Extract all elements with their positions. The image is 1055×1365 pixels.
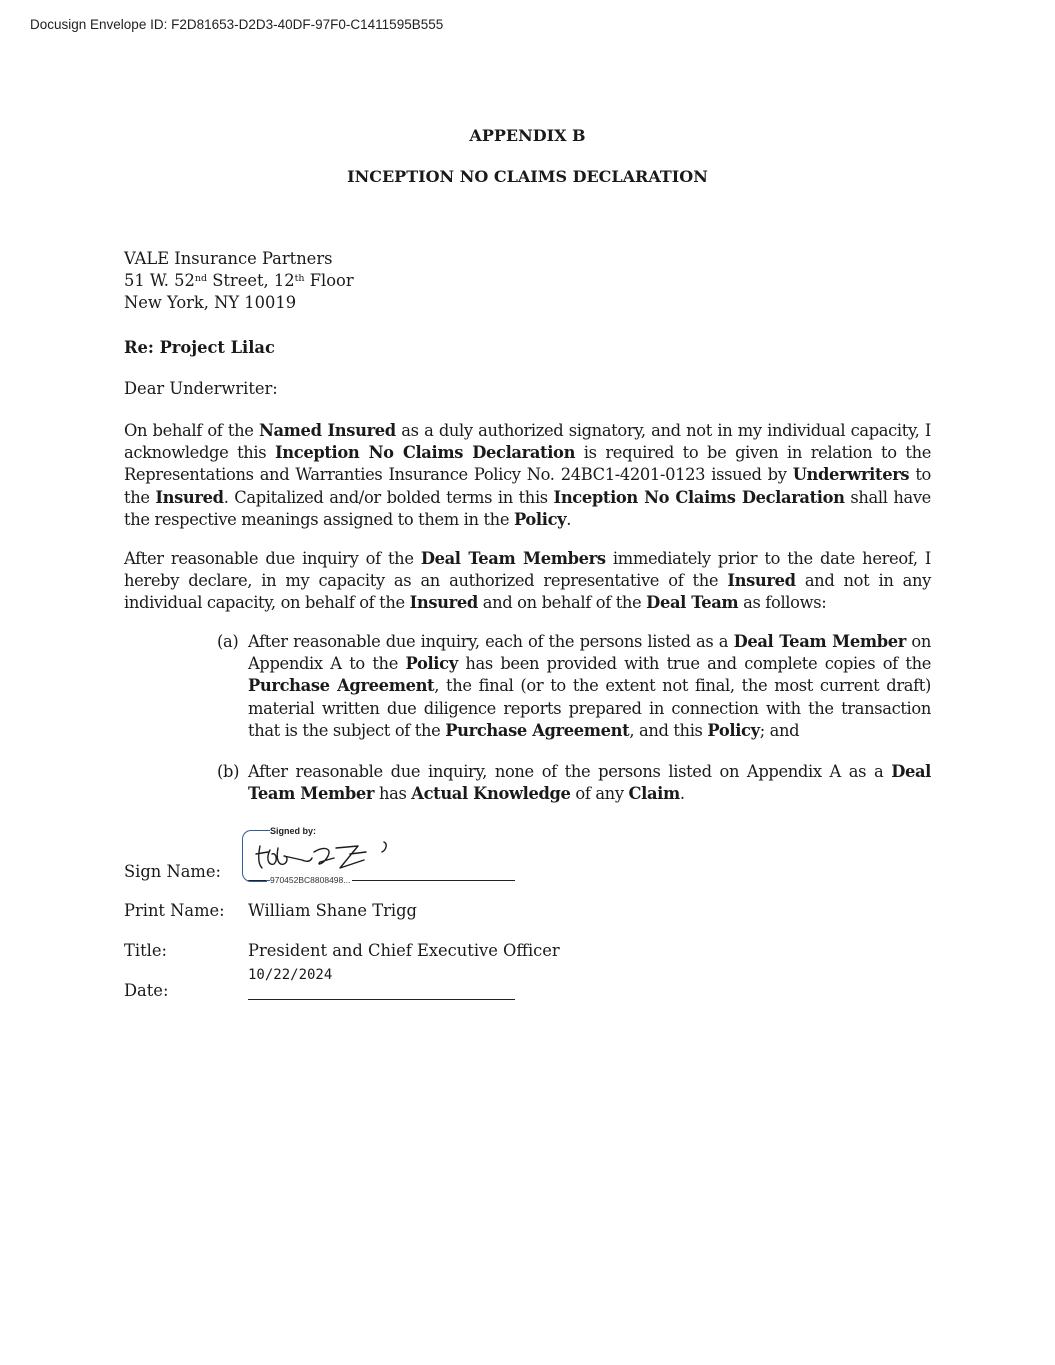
document-title: APPENDIX B <box>469 126 586 145</box>
paragraph-acknowledgement <box>124 420 931 531</box>
text-run: has <box>374 784 412 804</box>
text-run: as follows: <box>738 593 827 613</box>
defined-term: Policy <box>513 509 567 529</box>
defined-term: Actual Knowledge <box>411 784 571 804</box>
defined-term: Policy <box>707 720 760 740</box>
print-name-label: Print Name: <box>124 901 225 920</box>
text-run: , and this <box>629 720 708 740</box>
text-run: of any <box>570 784 629 804</box>
text-run: . <box>679 784 685 804</box>
item-label: (a) <box>217 632 239 651</box>
paragraph-declaration <box>124 548 931 615</box>
street-part: 51 W. 52 <box>124 271 195 291</box>
document-subtitle: INCEPTION NO CLAIMS DECLARATION <box>347 167 708 186</box>
text-run: After reasonable due inquiry, each of the persons listed as a <box>248 632 734 651</box>
item-label: (b) <box>217 762 240 781</box>
defined-term: Insured <box>155 487 224 507</box>
street-part: Floor <box>304 271 354 291</box>
text-run: After reasonable due inquiry of the <box>124 549 421 568</box>
date-value: 10/22/2024 <box>248 967 333 983</box>
text-run: has been provided with true and complete copies of the <box>457 654 931 674</box>
text-run: ; and <box>759 720 800 740</box>
address-street <box>124 270 931 292</box>
text-run: on Appendix A to the <box>248 632 931 674</box>
defined-term: Purchase Agreement <box>248 676 435 696</box>
defined-term: Inception No Claims Declaration <box>275 443 576 463</box>
defined-term: Deal Team Member <box>248 762 931 804</box>
text-run: . Capitalized and/or bolded terms in this <box>223 487 554 507</box>
recipient-address <box>124 248 931 315</box>
defined-term: Policy <box>405 654 458 674</box>
defined-term: Deal Team Member <box>733 632 906 651</box>
item-text <box>248 762 931 803</box>
title-label: Title: <box>124 941 167 960</box>
defined-term: Purchase Agreement <box>445 720 630 740</box>
defined-term: Inception No Claims Declaration <box>553 487 845 507</box>
address-company: VALE Insurance Partners <box>124 249 333 268</box>
defined-term: Deal Team <box>646 593 739 613</box>
signed-by-label: Signed by: <box>270 826 317 836</box>
text-run: After reasonable due inquiry, none of the persons listed on Appendix A as a <box>248 762 892 781</box>
text-run: immediately prior to the date hereof, I hereby declare, in my capacity as an authorized representative of the <box>124 549 931 591</box>
text-run: shall have the respective meanings assigned to them in the <box>124 487 931 529</box>
item-text <box>248 632 931 740</box>
print-name-value: William Shane Trigg <box>248 901 417 920</box>
salutation: Dear Underwriter: <box>124 379 278 398</box>
date-label: Date: <box>124 981 169 1000</box>
defined-term: Named Insured <box>258 421 396 440</box>
docusign-envelope-id: Docusign Envelope ID: F2D81653-D2D3-40DF-97F0-C1411595B555 <box>30 17 444 32</box>
defined-term: Claim <box>628 784 680 804</box>
text-run: is required to be given in relation to the Representations and Warranties Insurance Policy No. 24BC1-4201-0123 issued by <box>124 443 932 485</box>
text-run: , the final (or to the extent not final, the most current draft) material written due diligence reports prepared in connection with the transaction that is the subject of the <box>248 676 931 740</box>
street-ordinal: nd <box>194 273 208 285</box>
text-run: as a duly authorized signatory, and not in my individual capacity, I acknowledge this <box>124 421 931 463</box>
text-run: and on behalf of the <box>477 593 647 613</box>
title-value: President and Chief Executive Officer <box>248 941 560 960</box>
list-item-b <box>217 761 931 805</box>
address-city: New York, NY 10019 <box>124 293 297 313</box>
street-part: Street, 12 <box>207 271 295 291</box>
signature-id: 970452BC8808498... <box>270 875 351 885</box>
defined-term: Insured <box>727 571 796 591</box>
defined-term: Underwriters <box>792 465 910 485</box>
text-run: . <box>566 509 572 529</box>
re-line: Re: Project Lilac <box>124 338 275 357</box>
date-line <box>248 999 515 1000</box>
text-run: and not in any individual capacity, on behalf of the <box>124 571 931 613</box>
list-item-a <box>217 631 931 742</box>
defined-term: Insured <box>409 593 478 613</box>
handwritten-signature <box>254 838 404 874</box>
defined-term: Deal Team Members <box>420 549 606 568</box>
floor-ordinal: th <box>294 273 305 285</box>
sign-name-label: Sign Name: <box>124 862 221 881</box>
docusign-signature-stamp <box>242 826 402 885</box>
text-run: to the <box>124 465 931 507</box>
text-run: On behalf of the <box>124 421 259 440</box>
